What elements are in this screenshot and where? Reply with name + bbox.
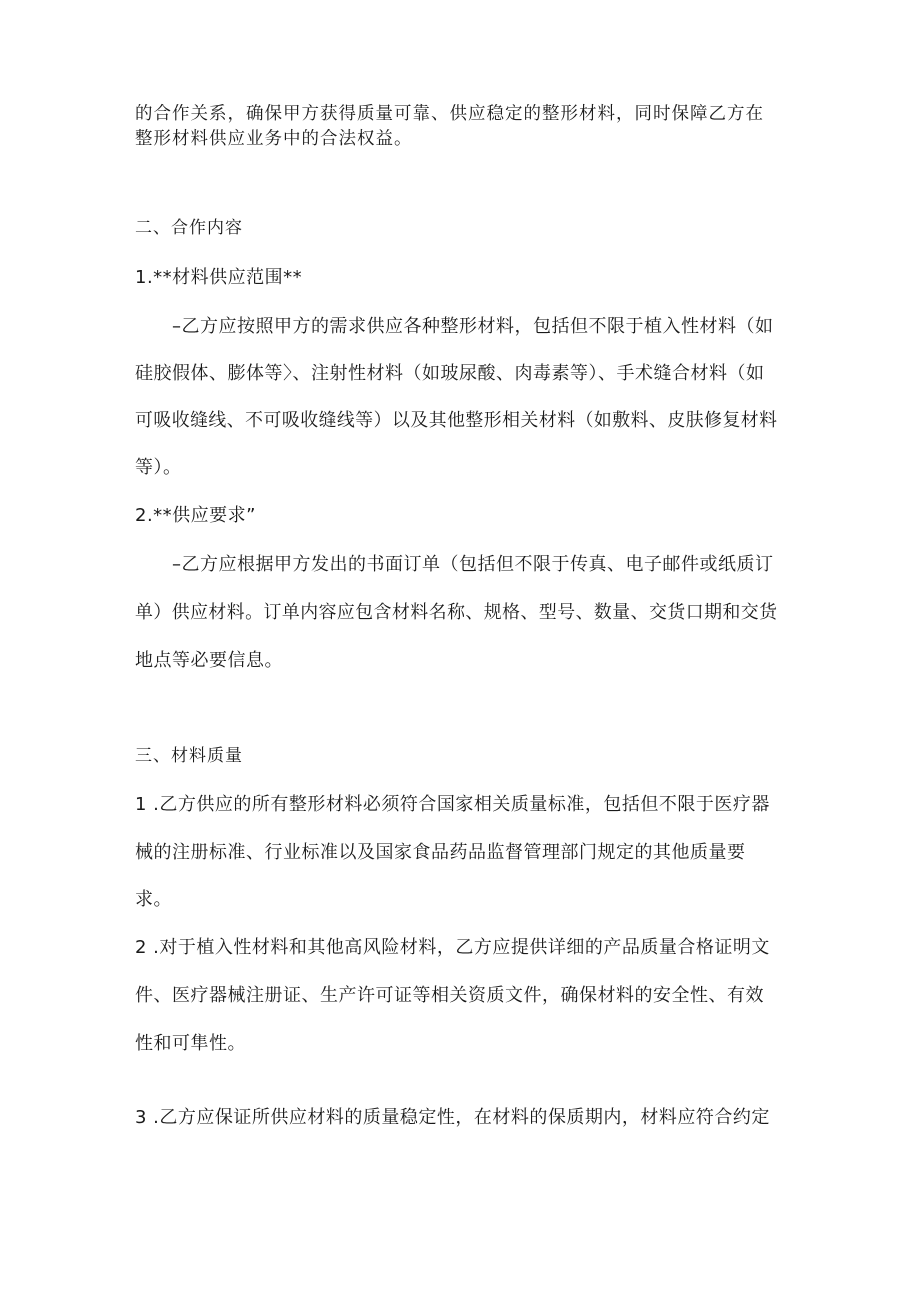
intro-line-2: 整形材料供应业务中的合法权益。 [135,129,413,149]
paragraph-line: 可吸收缝线、不可吸收缝线等）以及其他整形相关材料（如敷料、皮肤修复材料 [135,410,778,431]
paragraph-line: 件、医疗器械注册证、生产许可证等相关资质文件，确保材料的安全性、有效 [135,985,764,1006]
paragraph-line: 单）供应材料。订单内容应包含材料名称、规格、型号、数量、交货口期和交货 [135,602,778,623]
paragraph-line: 等）。 [135,457,182,478]
paragraph-line: 硅胶假体、膨体等〉、注射性材料（如玻尿酸、肉毒素等）、手术缝合材料（如 [135,363,765,384]
paragraph-line: 2 .对于植入性材料和其他高风险材料，乙方应提供详细的产品质量合格证明文 [135,937,770,958]
paragraph-line: 地点等必要信息。 [135,650,283,671]
paragraph-line: 求。 [135,889,172,910]
item-title-supply-scope: 1.**材料供应范围** [135,267,303,288]
paragraph-line: –乙方应按照甲方的需求供应各种整形材料，包括但不限于植入性材料（如 [172,316,774,337]
paragraph-line: –乙方应根据甲方发出的书面订单（包括但不限于传真、电子邮件或纸质订 [172,554,774,575]
item-title-supply-requirements: 2.**供应要求” [135,505,256,526]
paragraph-line: 性和可隼性。 [135,1033,246,1054]
paragraph-line: 3 .乙方应保证所供应材料的质量稳定性，在材料的保质期内，材料应符合约定 [135,1107,770,1128]
intro-line-1: 的合作关系，确保甲方获得质量可靠、供应稳定的整形材料，同时保障乙方在 [135,104,764,124]
section-heading-cooperation: 二、合作内容 [135,218,243,238]
section-heading-material-quality: 三、材料质量 [135,746,243,766]
paragraph-line: 械的注册标准、行业标准以及国家食品药品监督管理部门规定的其他质量要 [135,842,746,863]
paragraph-line: 1 .乙方供应的所有整形材料必须符合国家相关质量标准，包括但不限于医疗器 [135,794,770,815]
